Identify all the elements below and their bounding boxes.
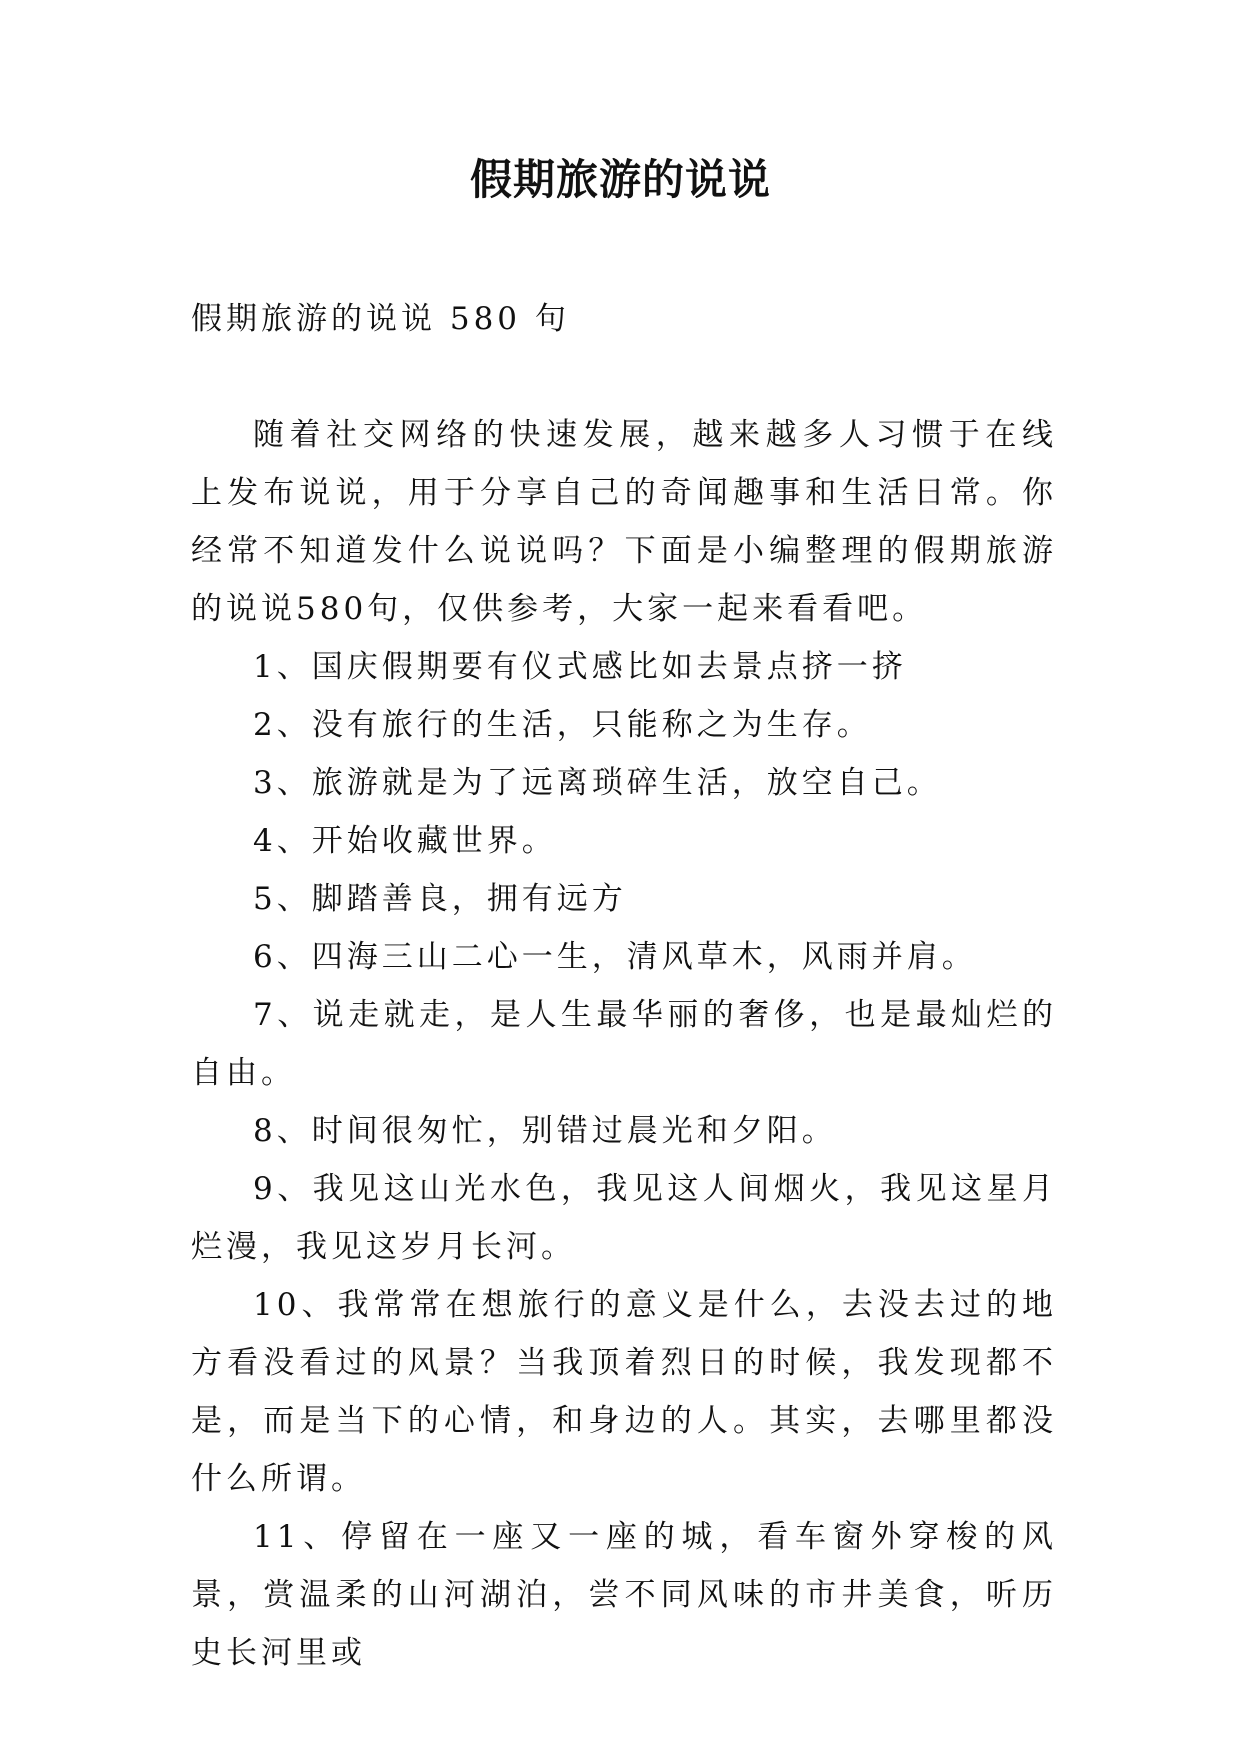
list-item: 8、时间很匆忙，别错过晨光和夕阳。 bbox=[253, 1113, 837, 1149]
list-item: 4、开始收藏世界。 bbox=[253, 823, 557, 859]
document-subtitle: 假期旅游的说说 580 句 bbox=[191, 301, 570, 337]
list-item: 2、没有旅行的生活，只能称之为生存。 bbox=[253, 707, 872, 743]
list-item: 11、停留在一座又一座的城，看车窗外穿梭的风景，赏温柔的山河湖泊，尝不同风味的市井美食，听历史长河里或 bbox=[191, 1519, 1057, 1671]
paragraph-spacer bbox=[191, 348, 1057, 406]
list-item: 5、脚踏善良，拥有远方 bbox=[253, 881, 627, 917]
document-title: 假期旅游的说说 bbox=[469, 155, 771, 204]
list-item: 10、我常常在想旅行的意义是什么，去没去过的地方看没看过的风景？当我顶着烈日的时候，我发现都不是，而是当下的心情，和身边的人。其实，去哪里都没什么所谓。 bbox=[191, 1287, 1057, 1497]
intro-paragraph: 随着社交网络的快速发展，越来越多人习惯于在线上发布说说，用于分享自己的奇闻趣事和生活日常。你经常不知道发什么说说吗？下面是小编整理的假期旅游的说说580句，仅供参考，大家一起来看看吧。 bbox=[191, 417, 1057, 627]
document-body bbox=[191, 290, 1057, 1682]
list-item: 3、旅游就是为了远离琐碎生活，放空自己。 bbox=[253, 765, 942, 801]
list-item: 7、说走就走，是人生最华丽的奢侈，也是最灿烂的自由。 bbox=[191, 997, 1057, 1091]
list-item: 6、四海三山二心一生，清风草木，风雨并肩。 bbox=[253, 939, 977, 975]
list-item: 1、国庆假期要有仪式感比如去景点挤一挤 bbox=[253, 649, 907, 685]
list-item: 9、我见这山光水色，我见这人间烟火，我见这星月烂漫，我见这岁月长河。 bbox=[191, 1171, 1057, 1265]
